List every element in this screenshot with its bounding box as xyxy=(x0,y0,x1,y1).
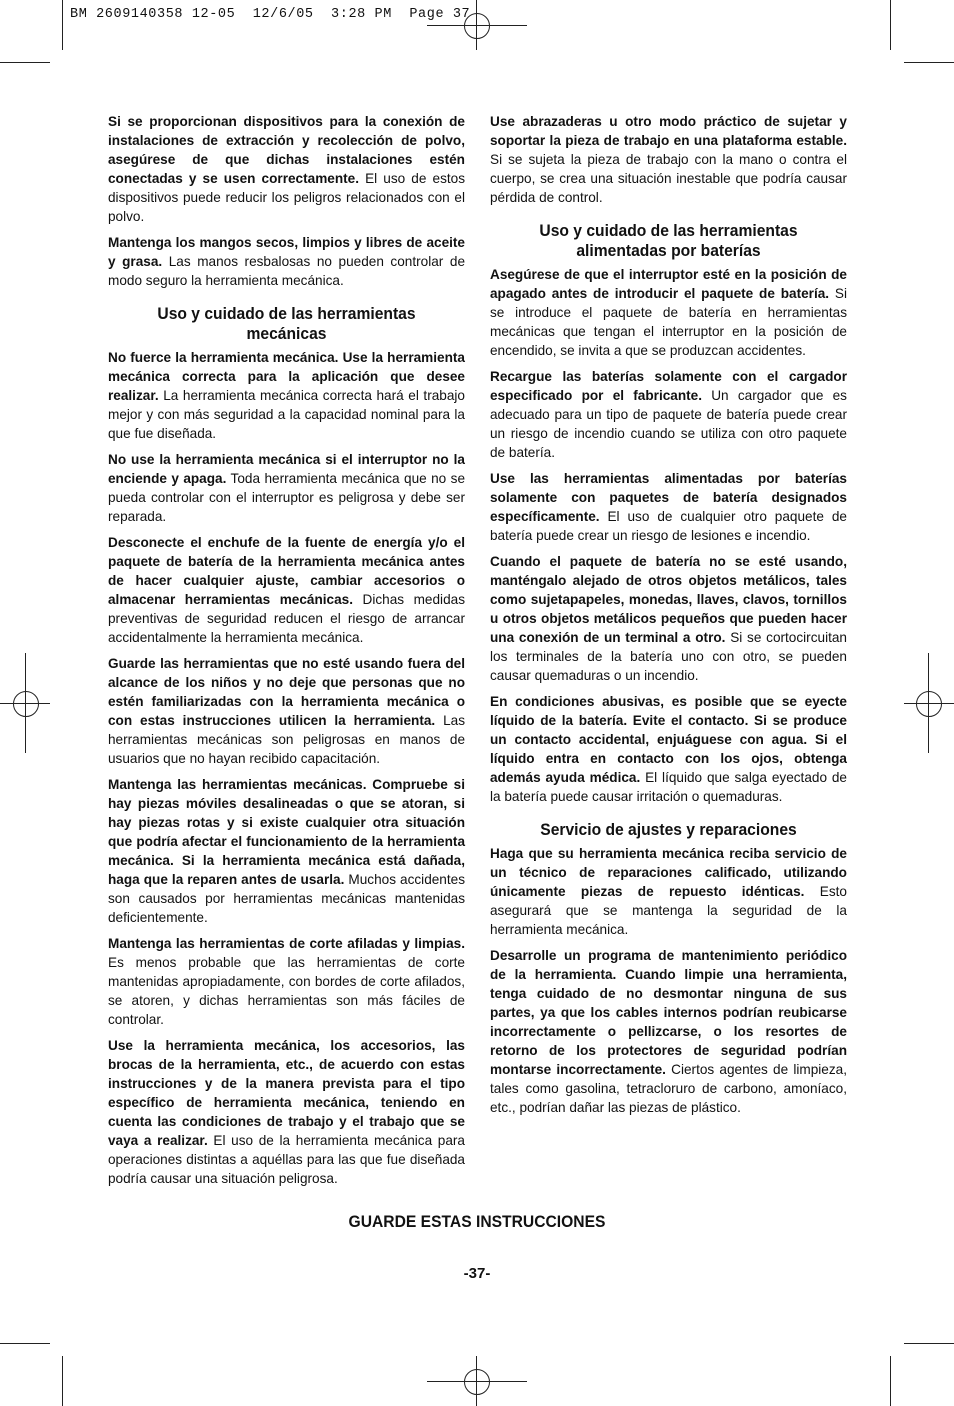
paragraph-lead: Desconecte el enchufe de la fuente de energía y/o el paquete de batería de la herramienta mecánica antes de hacer cualquier ajuste, cambiar accesorios o almacenar herramientas mecánicas. xyxy=(108,535,465,607)
paragraph xyxy=(490,692,847,806)
paragraph-body: Esto asegurará que se mantenga la seguridad de la herramienta mecánica. xyxy=(490,884,847,937)
print-slug: BM 2609140358 12-05 12/6/05 3:28 PM Page 37 xyxy=(70,7,471,22)
registration-mark xyxy=(916,691,942,717)
paragraph xyxy=(108,934,465,1029)
paragraph-body: Un cargador que es adecuado para un tipo de paquete de batería puede crear un riesgo de incendio cuando se utiliza con otro paquete de batería. xyxy=(490,388,847,460)
crop-mark xyxy=(0,62,50,63)
registration-mark xyxy=(464,1369,490,1395)
paragraph-body: Las herramientas mecánicas son peligrosas en manos de usuarios que no hayan recibido capacitación. xyxy=(108,713,465,766)
paragraph-lead: No fuerce la herramienta mecánica. Use la herramienta mecánica correcta para la aplicación que desee realizar. xyxy=(108,350,465,403)
paragraph xyxy=(490,844,847,939)
paragraph xyxy=(108,775,465,927)
paragraph-lead: En condiciones abusivas, es posible que se eyecte líquido de la batería. Evite el contacto. Si se produce un contacto accidental, enjuáguese con agua. Si el líquido entra en contacto con los ojos, obtenga además ayuda médica. xyxy=(490,694,847,785)
paragraph-lead: Recargue las baterías solamente con el cargador especificado por el fabricante. xyxy=(490,369,847,403)
crop-mark xyxy=(904,1343,954,1344)
paragraph-body: Muchos accidentes son causados por herramientas mecánicas mantenidas deficientemente. xyxy=(108,872,466,925)
paragraph-lead: Cuando el paquete de batería no se esté usando, manténgalo alejado de otros objetos metálicos, tales como sujetapapeles, monedas, llaves, clavos, tornillos u otros objetos metálicos pequeños que pueden hacer una conexión de un terminal a otro. xyxy=(490,554,847,645)
paragraph xyxy=(108,1036,465,1188)
paragraph xyxy=(490,367,847,462)
paragraph xyxy=(108,233,465,290)
crop-mark xyxy=(890,0,891,50)
paragraph-lead: Mantenga las herramientas de corte afiladas y limpias. xyxy=(108,936,465,951)
paragraph-body: El uso de la herramienta mecánica para operaciones distintas a aquéllas para las que fue diseñada podría causar una situación peligrosa. xyxy=(108,1133,465,1186)
paragraph-lead: Mantenga las herramientas mecánicas. Compruebe si hay piezas móviles desalineadas o que se atoran, si hay piezas rotas y si existe cualquier otra situación que podría afectar el funcionamiento de la herramienta mecánica. Si la herramienta mecánica está dañada, haga que la reparen antes de usarla. xyxy=(108,777,465,887)
paragraph xyxy=(108,348,465,443)
paragraph-body: Si se sujeta la pieza de trabajo con la mano o contra el cuerpo, se crea una situación inestable que podría causar pérdida de control. xyxy=(490,152,847,205)
paragraph-body: Toda herramienta mecánica que no se pueda controlar con el interruptor es peligrosa y debe ser reparada. xyxy=(108,471,465,524)
paragraph-lead: Desarrolle un programa de mantenimiento periódico de la herramienta. Cuando limpie una herramienta, tenga cuidado de no desmontar ninguna de sus partes, ya que los cables internos podrían reubicarse incorrectamente o pellizcarse, o los resortes de retorno de los protectores de seguridad podrían montarse incorrectamente. xyxy=(490,948,847,1077)
paragraph xyxy=(108,112,465,226)
left-column xyxy=(108,112,465,1195)
paragraph-lead: Mantenga los mangos secos, limpios y libres de aceite y grasa. xyxy=(108,235,465,269)
crop-mark xyxy=(904,62,954,63)
paragraph xyxy=(108,450,465,526)
footer-title: GUARDE ESTAS INSTRUCCIONES xyxy=(348,1212,606,1231)
paragraph-body: Dichas medidas preventivas de seguridad reducen el riesgo de arrancar accidentalmente la herramienta mecánica. xyxy=(108,592,465,645)
paragraph-body: El líquido que salga eyectado de la batería puede causar irritación o quemaduras. xyxy=(490,770,847,804)
paragraph-lead: Haga que su herramienta mecánica reciba servicio de un técnico de reparaciones calificado, utilizando únicamente piezas de repuesto idénticas. xyxy=(490,846,847,899)
paragraph-lead: Use abrazaderas u otro modo práctico de sujetar y soportar la pieza de trabajo en una plataforma estable. xyxy=(490,114,847,148)
paragraph-body: Si se cortocircuitan los terminales de la batería uno con otro, se pueden causar quemaduras o un incendio. xyxy=(490,630,847,683)
crop-mark xyxy=(62,0,63,50)
paragraph xyxy=(490,552,847,685)
paragraph-body: El uso de cualquier otro paquete de batería puede crear un riesgo de lesiones e incendio. xyxy=(490,509,847,543)
paragraph-body: El uso de estos dispositivos puede reducir los peligros relacionados con el polvo. xyxy=(108,171,465,224)
paragraph-body: Ciertos agentes de limpieza, tales como gasolina, tetracloruro de carbono, amoníaco, etc., podrían dañar las piezas de plástico. xyxy=(490,1062,847,1115)
paragraph xyxy=(490,112,847,207)
crop-mark xyxy=(62,1356,63,1406)
paragraph-body: Es menos probable que las herramientas de corte mantenidas apropiadamente, con bordes de corte afilados, se atoren, y dichas herramientas son más fáciles de controlar. xyxy=(108,955,465,1027)
page-number: -37- xyxy=(463,1265,491,1282)
paragraph xyxy=(490,265,847,360)
section-heading: Uso y cuidado de las herramientas mecánicas xyxy=(157,304,416,343)
paragraph xyxy=(108,654,465,768)
paragraph-lead: Guarde las herramientas que no esté usando fuera del alcance de los niños y no deje que personas que no estén familiarizadas con la herramienta mecánica o con estas instrucciones utilicen la herramienta. xyxy=(108,656,465,728)
paragraph-lead: No use la herramienta mecánica si el interruptor no la enciende y apaga. xyxy=(108,452,465,486)
paragraph-lead: Si se proporcionan dispositivos para la conexión de instalaciones de extracción y recolección de polvo, asegúrese de que dichas instalaciones estén conectadas y se usen correctamente. xyxy=(108,114,465,186)
paragraph-lead: Use la herramienta mecánica, los accesorios, las brocas de la herramienta, etc., de acuerdo con estas instrucciones y de la manera prevista para el tipo específico de herramienta mecánica, teniendo en cuenta las condiciones de trabajo y el trabajo que se vaya a realizar. xyxy=(108,1038,465,1148)
paragraph-body: Si se introduce el paquete de batería en herramientas mecánicas que tengan el interruptor en la posición de encendido, se invita a que se produzcan accidentes. xyxy=(490,286,847,358)
registration-mark xyxy=(13,691,39,717)
paragraph xyxy=(490,946,847,1117)
paragraph-lead: Asegúrese de que el interruptor esté en la posición de apagado antes de introducir el paquete de batería. xyxy=(490,267,847,301)
registration-mark xyxy=(464,13,490,39)
crop-mark xyxy=(890,1356,891,1406)
right-column xyxy=(490,112,847,1124)
paragraph-lead: Use las herramientas alimentadas por baterías solamente con paquetes de batería designados específicamente. xyxy=(490,471,847,524)
paragraph-body: La herramienta mecánica correcta hará el trabajo mejor y con más seguridad a la capacidad nominal para la que fue diseñada. xyxy=(108,388,465,441)
paragraph xyxy=(490,469,847,545)
section-heading: Uso y cuidado de las herramientas alimentadas por baterías xyxy=(539,221,798,260)
crop-mark xyxy=(0,1343,50,1344)
paragraph xyxy=(108,533,465,647)
paragraph-body: Las manos resbalosas no pueden controlar de modo seguro la herramienta mecánica. xyxy=(108,254,465,288)
section-heading: Servicio de ajustes y reparaciones xyxy=(540,820,797,839)
